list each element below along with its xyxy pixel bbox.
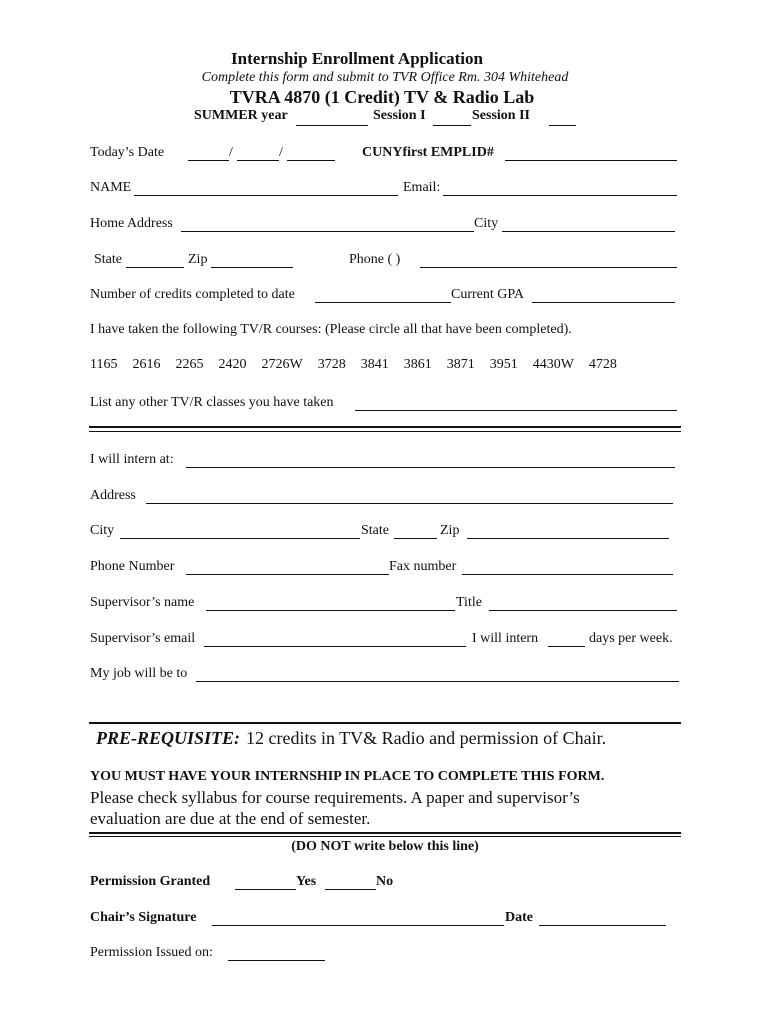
intern-at-label: I will intern at: xyxy=(90,452,174,467)
office-divider-thin xyxy=(89,836,681,837)
supervisor-title-label: Title xyxy=(456,595,482,610)
fax-field[interactable] xyxy=(462,556,673,575)
date-separator-2: / xyxy=(279,145,283,160)
intern-days-field[interactable] xyxy=(548,628,585,647)
supervisor-email-label: Supervisor’s email xyxy=(90,631,196,646)
home-phone-field[interactable] xyxy=(420,249,677,268)
intern-city-label: City xyxy=(90,523,115,538)
emplid-field[interactable] xyxy=(505,142,677,161)
course-option[interactable]: 3841 xyxy=(360,357,389,372)
home-city-field[interactable] xyxy=(502,213,675,232)
date-year-field[interactable] xyxy=(287,142,335,161)
other-classes-field[interactable] xyxy=(355,392,677,411)
name-field[interactable] xyxy=(134,177,398,196)
job-label: My job will be to xyxy=(90,666,188,681)
intern-zip-field[interactable] xyxy=(467,520,669,539)
intern-phone-field[interactable] xyxy=(186,556,389,575)
course-title: TVRA 4870 (1 Credit) TV & Radio Lab xyxy=(229,87,535,107)
supervisor-email-field[interactable] xyxy=(204,628,466,647)
courses-prompt: I have taken the following TV/R courses: (Please circle all that have been completed). xyxy=(90,322,572,337)
gpa-label: Current GPA xyxy=(451,287,524,302)
chair-signature-label: Chair’s Signature xyxy=(90,910,197,925)
credits-field[interactable] xyxy=(315,284,451,303)
home-zip-field[interactable] xyxy=(211,249,293,268)
credits-label: Number of credits completed to date xyxy=(90,287,295,302)
home-address-label: Home Address xyxy=(90,216,173,231)
intern-phone-label: Phone Number xyxy=(90,559,175,574)
intern-days-label: I will intern xyxy=(472,631,539,646)
course-option[interactable]: 2265 xyxy=(175,357,204,372)
course-option[interactable]: 4728 xyxy=(588,357,617,372)
chair-date-label: Date xyxy=(505,910,533,925)
intern-city-field[interactable] xyxy=(120,520,360,539)
course-option[interactable]: 2726W xyxy=(261,357,303,372)
syllabus-note-line-1: Please check syllabus for course requirements. A paper and supervisor’s xyxy=(90,788,580,807)
course-option[interactable]: 4430W xyxy=(532,357,574,372)
course-option[interactable]: 3951 xyxy=(489,357,518,372)
gpa-field[interactable] xyxy=(532,284,675,303)
summer-year-field[interactable] xyxy=(296,107,368,126)
prereq-divider xyxy=(89,722,681,724)
home-zip-label: Zip xyxy=(188,252,208,267)
chair-signature-field[interactable] xyxy=(212,907,504,926)
permission-yes-label: Yes xyxy=(296,874,317,889)
supervisor-title-field[interactable] xyxy=(489,592,677,611)
permission-no-label: No xyxy=(376,874,394,889)
course-option[interactable]: 3871 xyxy=(446,357,475,372)
permission-no-field[interactable] xyxy=(325,871,376,890)
email-label: Email: xyxy=(403,180,441,195)
date-month-field[interactable] xyxy=(188,142,229,161)
course-option[interactable]: 2616 xyxy=(132,357,161,372)
home-phone-label: Phone ( ) xyxy=(349,252,401,267)
emplid-label: CUNYfirst EMPLID# xyxy=(362,145,494,160)
permission-granted-label: Permission Granted xyxy=(90,874,211,889)
section-divider-thin xyxy=(89,431,681,432)
todays-date-label: Today’s Date xyxy=(90,145,165,160)
session-1-label: Session I xyxy=(373,108,426,123)
home-state-field[interactable] xyxy=(126,249,184,268)
form-title: Internship Enrollment Application xyxy=(231,49,483,68)
office-divider xyxy=(89,832,681,834)
home-address-field[interactable] xyxy=(181,213,474,232)
intern-at-field[interactable] xyxy=(186,449,675,468)
prereq-text: 12 credits in TV& Radio and permission of Chair. xyxy=(246,728,607,748)
job-field[interactable] xyxy=(196,663,679,682)
permission-issued-label: Permission Issued on: xyxy=(90,945,213,960)
fax-label: Fax number xyxy=(389,559,457,574)
date-day-field[interactable] xyxy=(237,142,279,161)
supervisor-name-label: Supervisor’s name xyxy=(90,595,195,610)
session-2-field[interactable] xyxy=(549,107,576,126)
intern-state-label: State xyxy=(361,523,389,538)
chair-date-field[interactable] xyxy=(539,907,666,926)
name-label: NAME xyxy=(90,180,132,195)
session-1-field[interactable] xyxy=(433,107,471,126)
intern-address-field[interactable] xyxy=(146,485,673,504)
days-per-week-label: days per week. xyxy=(589,631,673,646)
course-option[interactable]: 3728 xyxy=(317,357,346,372)
section-divider xyxy=(89,426,681,428)
home-city-label: City xyxy=(474,216,499,231)
intern-state-field[interactable] xyxy=(394,520,437,539)
intern-zip-label: Zip xyxy=(440,523,460,538)
date-separator-1: / xyxy=(229,145,233,160)
permission-yes-field[interactable] xyxy=(235,871,296,890)
home-state-label: State xyxy=(94,252,122,267)
summer-year-label: SUMMER year xyxy=(194,108,288,123)
email-field[interactable] xyxy=(443,177,677,196)
course-option[interactable]: 3861 xyxy=(403,357,432,372)
intern-address-label: Address xyxy=(90,488,136,503)
session-2-label: Session II xyxy=(472,108,530,123)
supervisor-name-field[interactable] xyxy=(206,592,455,611)
course-option[interactable]: 2420 xyxy=(218,357,247,372)
submission-instruction: Complete this form and submit to TVR Office Rm. 304 Whitehead xyxy=(201,70,569,85)
permission-issued-field[interactable] xyxy=(228,942,325,961)
syllabus-note-line-2: evaluation are due at the end of semester. xyxy=(90,809,371,828)
course-option[interactable]: 1165 xyxy=(90,357,118,372)
prereq-label: PRE-REQUISITE: xyxy=(96,728,241,748)
do-not-write-note: (DO NOT write below this line) xyxy=(291,839,479,854)
internship-notice: YOU MUST HAVE YOUR INTERNSHIP IN PLACE TO COMPLETE THIS FORM. xyxy=(90,769,605,784)
other-classes-label: List any other TV/R classes you have taken xyxy=(90,395,334,410)
course-list xyxy=(90,357,632,373)
